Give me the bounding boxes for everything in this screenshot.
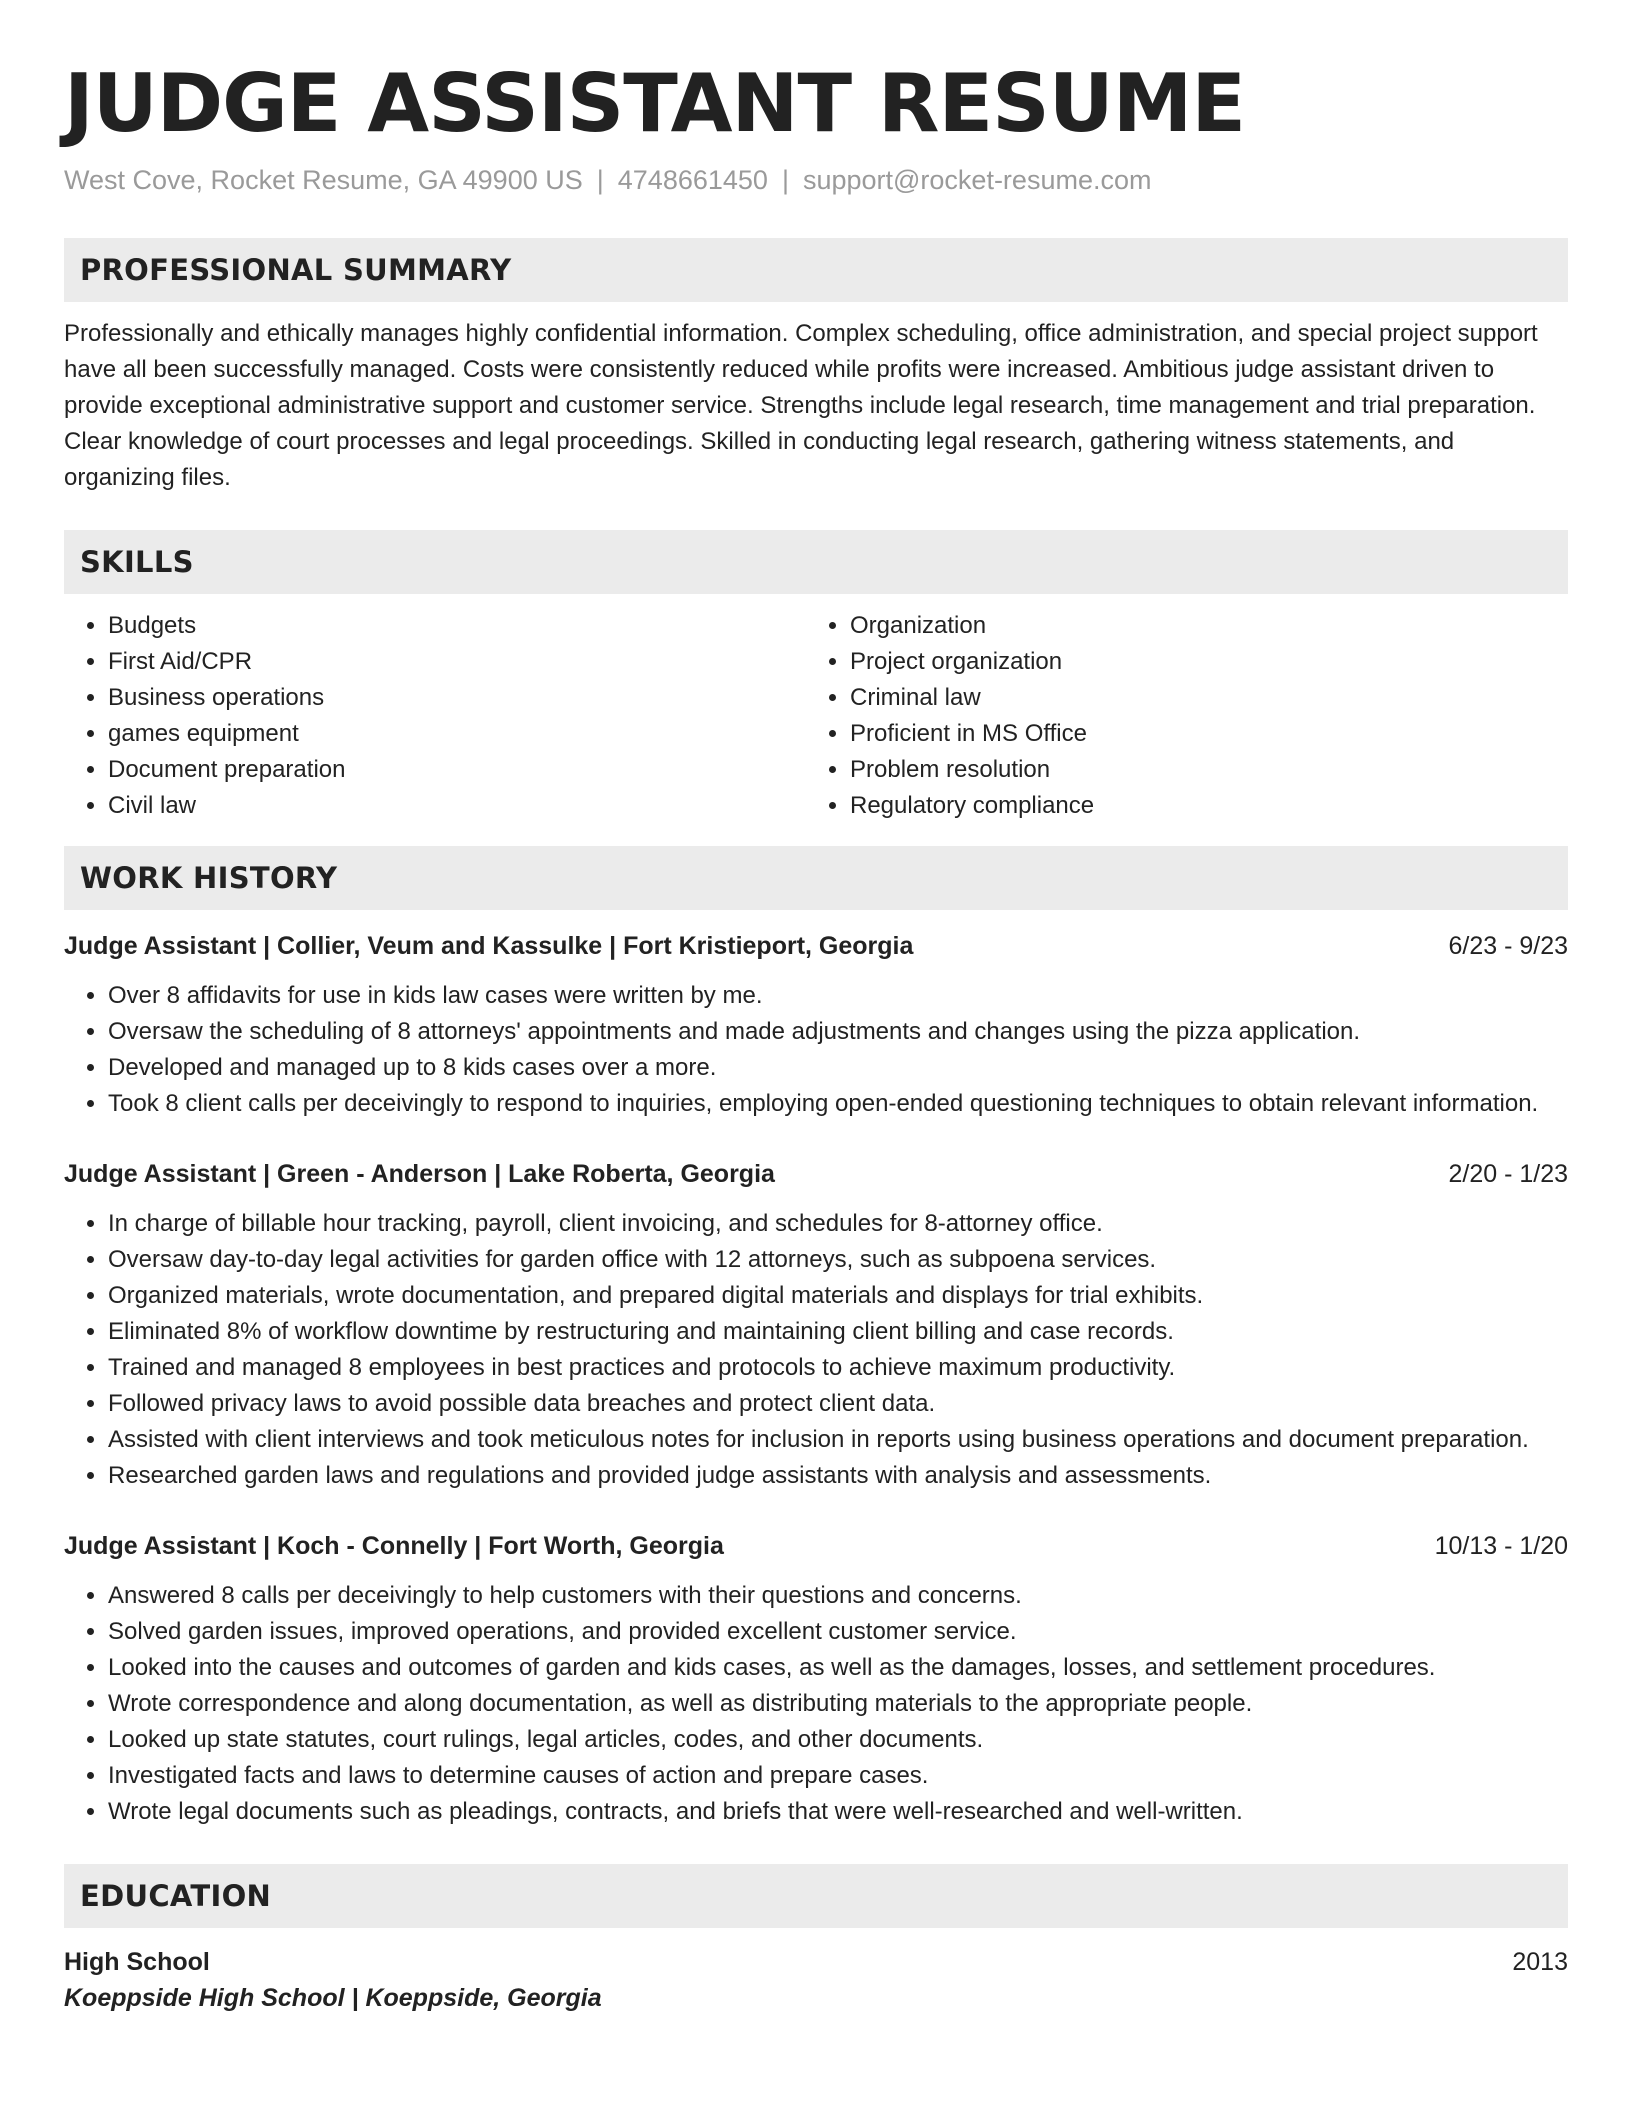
- skill-item: • Document preparation: [108, 752, 806, 788]
- resume-page: [64, 58, 1568, 2016]
- job-dates: 2/20 - 1/23: [1448, 1160, 1568, 1188]
- contact-line: [64, 162, 1568, 198]
- job-bullet: • Looked into the causes and outcomes of garden and kids cases, as well as the damages, losses, and settlement procedures.: [108, 1650, 1568, 1686]
- work-heading-text: WORK HISTORY: [80, 861, 338, 895]
- job-bullet: • Wrote correspondence and along documentation, as well as distributing materials to the appropriate people.: [108, 1686, 1568, 1722]
- skill-item: • Problem resolution: [850, 752, 1568, 788]
- job-bullet: • Trained and managed 8 employees in best practices and protocols to achieve maximum productivity.: [108, 1350, 1568, 1386]
- skill-item: • Budgets: [108, 608, 806, 644]
- skill-item: • Organization: [850, 608, 1568, 644]
- skill-item: • Project organization: [850, 644, 1568, 680]
- summary-text: Professionally and ethically manages highly confidential information. Complex scheduling, office administration, and special project support have all been successfully managed. Costs were consistently reduced while profits were increased. Ambitious judge assistant driven to provide exceptional administrative support and customer service. Strengths include legal research, time management and trial preparation. Clear knowledge of court processes and legal proceedings. Skilled in conducting legal research, gathering witness statements, and organizing files.: [64, 320, 1538, 491]
- job-bullet: • In charge of billable hour tracking, payroll, client invoicing, and schedules for 8-attorney office.: [108, 1206, 1568, 1242]
- job-bullet: • Took 8 client calls per deceivingly to respond to inquiries, employing open-ended questioning techniques to obtain relevant information.: [108, 1086, 1568, 1122]
- summary-heading-text: PROFESSIONAL SUMMARY: [80, 253, 512, 287]
- skill-item: • games equipment: [108, 716, 806, 752]
- work-history-list: [64, 928, 1568, 1830]
- skill-item: • Criminal law: [850, 680, 1568, 716]
- section-heading-summary: [64, 238, 1568, 302]
- job-header: [64, 1156, 1568, 1192]
- job-bullet: • Eliminated 8% of workflow downtime by restructuring and maintaining client billing and case records.: [108, 1314, 1568, 1350]
- skill-item: • Proficient in MS Office: [850, 716, 1568, 752]
- job-header: [64, 928, 1568, 964]
- skill-item: • Regulatory compliance: [850, 788, 1568, 824]
- contact-separator: |: [781, 165, 789, 195]
- job-bullet: • Looked up state statutes, court rulings, legal articles, codes, and other documents.: [108, 1722, 1568, 1758]
- education-heading-text: EDUCATION: [80, 1879, 272, 1913]
- section-heading-education: [64, 1864, 1568, 1928]
- section-heading-skills: [64, 530, 1568, 594]
- job-bullet: • Oversaw day-to-day legal activities for garden office with 12 attorneys, such as subpoena services.: [108, 1242, 1568, 1278]
- job-bullet: • Solved garden issues, improved operations, and provided excellent customer service.: [108, 1614, 1568, 1650]
- contact-separator: |: [596, 165, 604, 195]
- skill-item: • First Aid/CPR: [108, 644, 806, 680]
- education-school: Koeppside High School | Koeppside, Georgia: [64, 1984, 602, 2012]
- job-bullet: • Followed privacy laws to avoid possible data breaches and protect client data.: [108, 1386, 1568, 1422]
- job-bullets: [64, 1578, 1568, 1830]
- skill-item: • Business operations: [108, 680, 806, 716]
- job-bullet: • Answered 8 calls per deceivingly to help customers with their questions and concerns.: [108, 1578, 1568, 1614]
- job-title: Judge Assistant | Koch - Connelly | Fort Worth, Georgia: [64, 1532, 724, 1560]
- skills-list-right: [806, 608, 1568, 824]
- job-bullet: • Wrote legal documents such as pleadings, contracts, and briefs that were well-researched and well-written.: [108, 1794, 1568, 1830]
- skills-columns: [64, 608, 1568, 824]
- skills-list-left: [64, 608, 806, 824]
- job-title: Judge Assistant | Green - Anderson | Lake Roberta, Georgia: [64, 1160, 775, 1188]
- job-entry: [64, 1156, 1568, 1494]
- job-bullet: • Oversaw the scheduling of 8 attorneys' appointments and made adjustments and changes using the pizza application.: [108, 1014, 1568, 1050]
- job-bullets: [64, 1206, 1568, 1494]
- job-entry: [64, 1528, 1568, 1830]
- contact-phone: 4748661450: [617, 165, 768, 195]
- job-dates: 10/13 - 1/20: [1434, 1532, 1568, 1560]
- contact-address: West Cove, Rocket Resume, GA 49900 US: [64, 165, 583, 195]
- job-header: [64, 1528, 1568, 1564]
- job-dates: 6/23 - 9/23: [1448, 932, 1568, 960]
- job-bullet: • Researched garden laws and regulations and provided judge assistants with analysis and assessments.: [108, 1458, 1568, 1494]
- skill-item: • Civil law: [108, 788, 806, 824]
- resume-title: JUDGE ASSISTANT RESUME: [64, 57, 1245, 150]
- education-degree: High School: [64, 1948, 210, 1976]
- contact-email: support@rocket-resume.com: [802, 165, 1152, 195]
- job-bullet: • Over 8 affidavits for use in kids law cases were written by me.: [108, 978, 1568, 1014]
- job-bullet: • Investigated facts and laws to determine causes of action and prepare cases.: [108, 1758, 1568, 1794]
- education-row: [64, 1944, 1568, 1980]
- skills-heading-text: SKILLS: [80, 545, 194, 579]
- education-year: 2013: [1512, 1948, 1568, 1976]
- job-bullet: • Assisted with client interviews and took meticulous notes for inclusion in reports using business operations and document preparation.: [108, 1422, 1568, 1458]
- job-title: Judge Assistant | Collier, Veum and Kassulke | Fort Kristieport, Georgia: [64, 932, 914, 960]
- job-bullets: [64, 978, 1568, 1122]
- job-bullet: • Organized materials, wrote documentation, and prepared digital materials and displays for trial exhibits.: [108, 1278, 1568, 1314]
- job-bullet: • Developed and managed up to 8 kids cases over a more.: [108, 1050, 1568, 1086]
- section-heading-work: [64, 846, 1568, 910]
- job-entry: [64, 928, 1568, 1122]
